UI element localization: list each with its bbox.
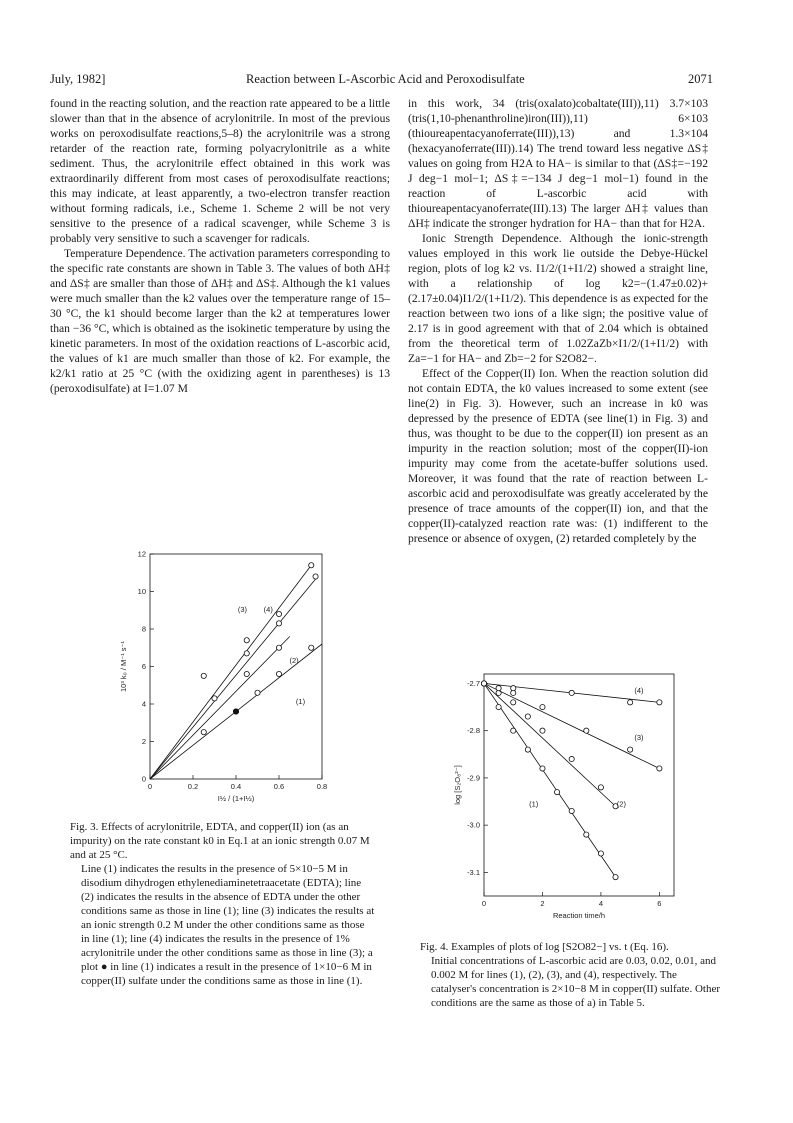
y-tick-label: 8 [141, 624, 146, 634]
y-tick-label: 0 [141, 774, 146, 784]
x-tick-label: 0 [147, 782, 153, 791]
data-point [244, 651, 249, 656]
figure-4-caption-body: Initial concentrations of L-ascorbic acid are 0.03, 0.02, 0.01, and 0.002 M for lines (1), (2), (3), and (4), respectively. The catalyser's concentration is 2×10−8 M in copper(II) sulfate. Other conditions are the same as those of a) in Table 5. [431, 955, 720, 1009]
data-point [511, 728, 516, 733]
paragraph-temperature-dependence: Temperature Dependence. The activation parameters corresponding to the specific rate constants are shown in Table 3. The values of both ΔH‡ and ΔS‡ are smaller than those of ΔH‡ and ΔS‡. Although the k1 values were much smaller than the k2 values over the temperature range of 15–30 °C, the k1 should become larger than the k2 at temperatures lower than −36 °C, which is obtained as the isokinetic temperature by using the kinetic parameters. In most of the oxidation reactions of L-ascorbic acid, the values of k1 are much smaller than those of k2. For example, the k2/k1 ratio at 25 °C (with the oxidizing agent in parentheses) is 13 (peroxodisulfate) at I=1.07 M [50, 247, 390, 395]
series-label: (1) [529, 799, 539, 809]
right-column [408, 96, 708, 546]
y-tick-label: 4 [141, 699, 146, 709]
y-axis-label: 10³ k₀ / M⁻¹ s⁻¹ [119, 640, 128, 693]
data-point [244, 671, 249, 676]
data-point [540, 766, 545, 771]
paragraph-ratio-list: in this work, 34 (tris(oxalato)cobaltate(III)),11) 3.7×103 (tris(1,10-phenanthroline)iron(III)),11) 6×103 (thioureapentacyanoferrate(III)),13) and 1.3×104 (hexacyanoferrate(III)).14) The trend toward less negative ΔS‡ values on going from H2A to HA− is similar to that (ΔS‡=−192 J deg−1 mol−1; ΔS‡=−134 J deg−1 mol−1) found in the reaction of L-ascorbic acid with thioureapentacyanoferrate(III).13) The larger ΔH‡ values than ΔH‡ indicate the stronger hydration for HA− than that for H2A. [408, 97, 708, 230]
y-tick-label: -2.8 [467, 726, 480, 736]
figure-3-caption-title: Fig. 3. Effects of acrylonitrile, EDTA, and copper(II) ion (as an impurity) on the rate constant k0 in Eq.1 at an ionic strength 0.07 M and at 25 °C. [70, 821, 370, 861]
series-line-2 [484, 683, 616, 809]
data-point [657, 700, 662, 705]
x-tick-label: 0.8 [316, 782, 328, 791]
y-tick-label: -2.7 [467, 678, 480, 688]
y-tick-label: -3.1 [467, 867, 480, 877]
y-tick-label: 12 [137, 549, 146, 559]
series-label: (3) [634, 733, 644, 743]
header-date: July, 1982] [50, 72, 106, 86]
data-point [276, 645, 281, 650]
x-tick-label: 0.2 [187, 782, 199, 791]
plot-frame [484, 674, 674, 896]
x-axis-label: Reaction time/h [552, 911, 606, 920]
x-tick-label: 6 [657, 899, 662, 908]
x-tick-label: 0.6 [273, 782, 285, 791]
y-tick-label: 2 [141, 737, 146, 746]
fit-line-2 [150, 637, 290, 780]
y-axis-label: log [S₂O₈²⁻] [453, 765, 462, 805]
data-point [511, 700, 516, 705]
data-point [496, 686, 501, 691]
x-tick-label: 4 [598, 899, 604, 908]
data-point [313, 574, 318, 579]
data-point [628, 700, 633, 705]
x-axis-label: I½ / (1+I½) [217, 794, 255, 803]
figure-3-caption [70, 820, 375, 988]
series-label: (2) [616, 799, 626, 809]
data-point [569, 756, 574, 761]
series-label: (4) [263, 605, 273, 615]
header-title: Reaction between L-Ascorbic Acid and Peroxodisulfate [246, 72, 525, 86]
left-column [50, 96, 390, 396]
x-tick-label: 0 [481, 899, 487, 908]
data-point [496, 704, 501, 709]
data-point [276, 621, 281, 626]
series-label: (2) [289, 655, 299, 665]
data-point [525, 714, 530, 719]
fit-line-4 [150, 577, 318, 780]
data-point [511, 686, 516, 691]
header-page-number: 2071 [688, 72, 713, 86]
figure-4-svg [452, 668, 697, 930]
data-point [276, 611, 281, 616]
data-point [598, 785, 603, 790]
series-line-3 [484, 683, 659, 768]
figure-3-chart [110, 548, 340, 815]
fit-line-3 [150, 565, 311, 779]
paragraph-copper-effect: Effect of the Copper(II) Ion. When the reaction solution did not contain EDTA, the k0 values increased to some extent (see line(2) in Fig. 3). However, such an increase in k0 was depressed by the presence of EDTA (see line(1) in Fig. 3) and thus, was thought to be due to the copper(II) ion present as an impurity in the reaction solution; most of the copper(II)-ion impurity may come from the acetate-buffer solutions used. Moreover, it was found that the rate of reaction between L-ascorbic acid and peroxodisulfate was greatly accelerated by the presence of trace amounts of the copper(II) ion, and that the copper(II)-catalyzed reaction rate was: (1) indifferent to the presence or absence of oxygen, (2) retarded completely by the [408, 367, 708, 545]
data-point [212, 696, 217, 701]
figure-4-caption [420, 940, 720, 1010]
data-point [244, 638, 249, 643]
data-point [540, 704, 545, 709]
data-point [309, 563, 314, 568]
data-point [598, 851, 603, 856]
data-point [255, 690, 260, 695]
x-tick-label: 2 [540, 899, 545, 908]
data-point [481, 681, 486, 686]
paragraph-ionic-strength: Ionic Strength Dependence. Although the ionic-strength values employed in this work lie outside the Debye-Hückel region, plots of log k2 vs. I1/2/(1+I1/2) showed a straight line, with a relationship of log k2=−(1.47±0.02)+(2.17±0.04)I1/2/(1+I1/2). This dependence is as expected for the reaction between two ions of a like sign; the positive value of 2.17 is in good agreement with that of 2.04 which is obtained from the theoretical term of 1.02ZaZb×I1/2/(1+I1/2) with Za=−1 for HA− and Zb=−2 for S2O82−. [408, 232, 708, 365]
figure-3-svg [110, 548, 340, 810]
y-tick-label: 6 [141, 662, 146, 671]
figure-4-caption-title: Fig. 4. Examples of plots of log [S2O82−] vs. t (Eq. 16). [420, 941, 669, 953]
series-label: (1) [295, 697, 306, 706]
data-point [657, 766, 662, 771]
data-point [584, 728, 589, 733]
series-line-1 [484, 683, 616, 877]
data-point [569, 690, 574, 695]
figure-3-caption-body: Line (1) indicates the results in the presence of 5×10−5 M in disodium dihydrogen ethylenediaminetetraacetate (EDTA); line (2) indicates the results in the absence of EDTA under the other conditions same as those in line (1); line (3) indicates the results at an ionic strength 0.2 M under the other conditions same as those in line (1); line (4) indicates the results in the presence of 1% acrylonitrile under the other conditions same as those in line (3); a plot ● in line (1) indicates a result in the presence of 1×10−6 M in copper(II) sulfate under the conditions same as those in line (1). [81, 863, 375, 987]
y-tick-label: 10 [137, 587, 146, 596]
data-point [525, 747, 530, 752]
paragraph-acrylonitrile: found in the reacting solution, and the reaction rate appeared to be a little slower than that in the absence of acrylonitrile. In most of the previous works on peroxodisulfate reactions,5–8) the acrylonitrile was a strong retarder of the reaction rate, forming polyacrylonitrile as a white sediment. Thus, the acrylonitrile effect obtained in this work was extraordinarily different from most cases of peroxodisulfate reactions; this may indicate, at least apparently, a two-electron transfer reaction without forming radicals, i.e., Scheme 1. Scheme 2 will be not very sensitive to the presence of a radical scavenger, while Scheme 3 is probably very sensitive to such a scavenger for radicals. [50, 97, 390, 245]
data-point [584, 832, 589, 837]
series-label: (3) [237, 605, 248, 615]
figure-4-chart [452, 668, 697, 935]
x-tick-label: 0.4 [230, 782, 242, 791]
running-header [50, 72, 713, 88]
data-point [276, 671, 281, 676]
data-point [201, 730, 206, 735]
data-point [613, 875, 618, 880]
data-point [628, 747, 633, 752]
data-point [554, 789, 559, 794]
data-point [201, 673, 206, 678]
data-point [569, 808, 574, 813]
series-label: (4) [634, 685, 644, 695]
y-tick-label: -2.9 [467, 773, 480, 783]
data-point [540, 728, 545, 733]
y-tick-label: -3.0 [467, 820, 480, 830]
data-point [309, 645, 314, 650]
data-point [233, 709, 238, 714]
